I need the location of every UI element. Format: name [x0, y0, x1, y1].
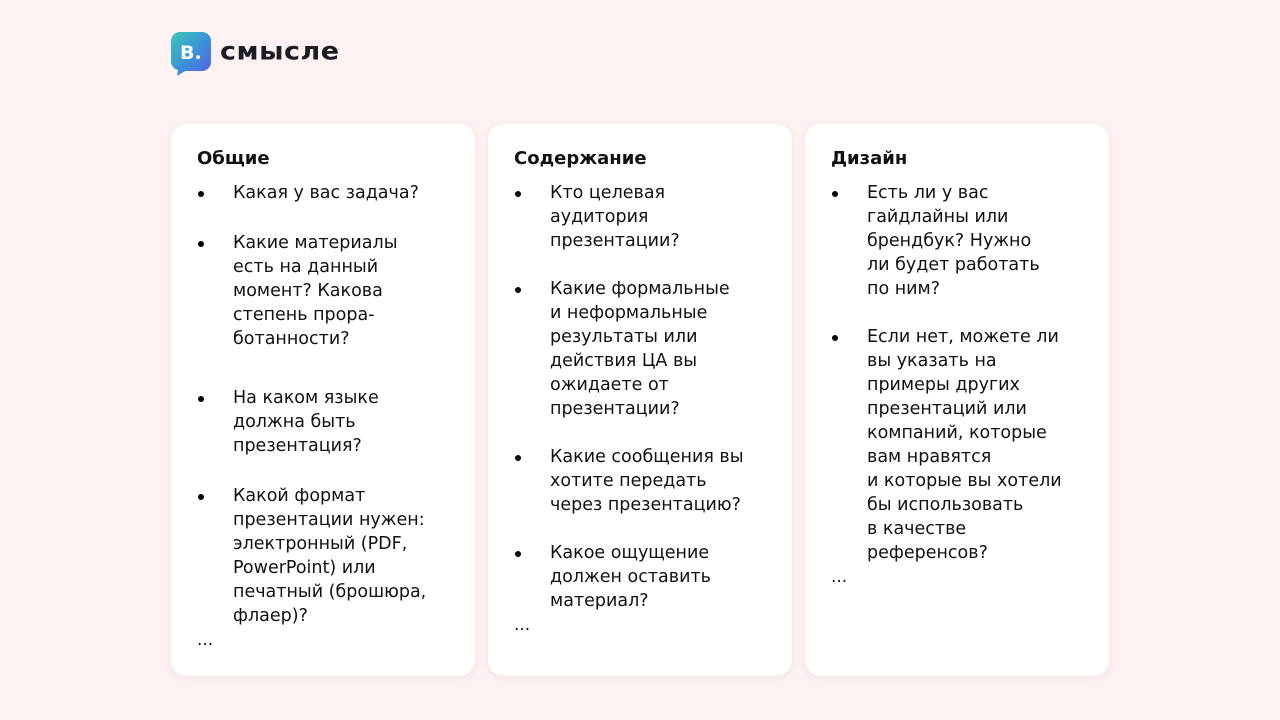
brand-logo	[171, 32, 340, 71]
list-item: Есть ли у вас гайдлайны или брендбук? Нужно ли будет работать по ним?	[831, 181, 1089, 301]
more-ellipsis: ...	[831, 567, 848, 587]
card-content	[488, 124, 792, 676]
list-item: Какие сообщения вы хотите передать через презентацию?	[514, 445, 772, 517]
question-list	[514, 181, 772, 613]
card-title: Общие	[197, 148, 270, 169]
logo-mark-letter: B.	[180, 42, 202, 64]
chat-bubble-logo-icon	[171, 32, 210, 71]
list-item: Какие материалы есть на данный момент? Какова степень прора- ботанности?	[197, 231, 455, 351]
card-title: Дизайн	[831, 148, 908, 169]
list-item: На каком языке должна быть презентация?	[197, 386, 455, 458]
question-list	[831, 181, 1089, 565]
list-item: Кто целевая аудитория презентации?	[514, 181, 772, 253]
card-general	[171, 124, 475, 676]
more-ellipsis: ...	[514, 615, 531, 635]
list-item: Какое ощущение должен оставить материал?	[514, 541, 772, 613]
list-item: Какой формат презентации нужен: электронный (PDF, PowerPoint) или печатный (брошюра, флаер)?	[197, 484, 455, 628]
card-title: Содержание	[514, 148, 647, 169]
question-list	[197, 181, 455, 628]
list-item: Если нет, можете ли вы указать на примеры других презентаций или компаний, которые вам нравятся и которые вы хотели бы использовать в качестве референсов?	[831, 325, 1089, 565]
card-design	[805, 124, 1109, 676]
brand-name: смысле	[220, 37, 340, 66]
more-ellipsis: ...	[197, 630, 214, 650]
list-item: Какая у вас задача?	[197, 181, 455, 205]
list-item: Какие формальные и неформальные результаты или действия ЦА вы ожидаете от презентации?	[514, 277, 772, 421]
